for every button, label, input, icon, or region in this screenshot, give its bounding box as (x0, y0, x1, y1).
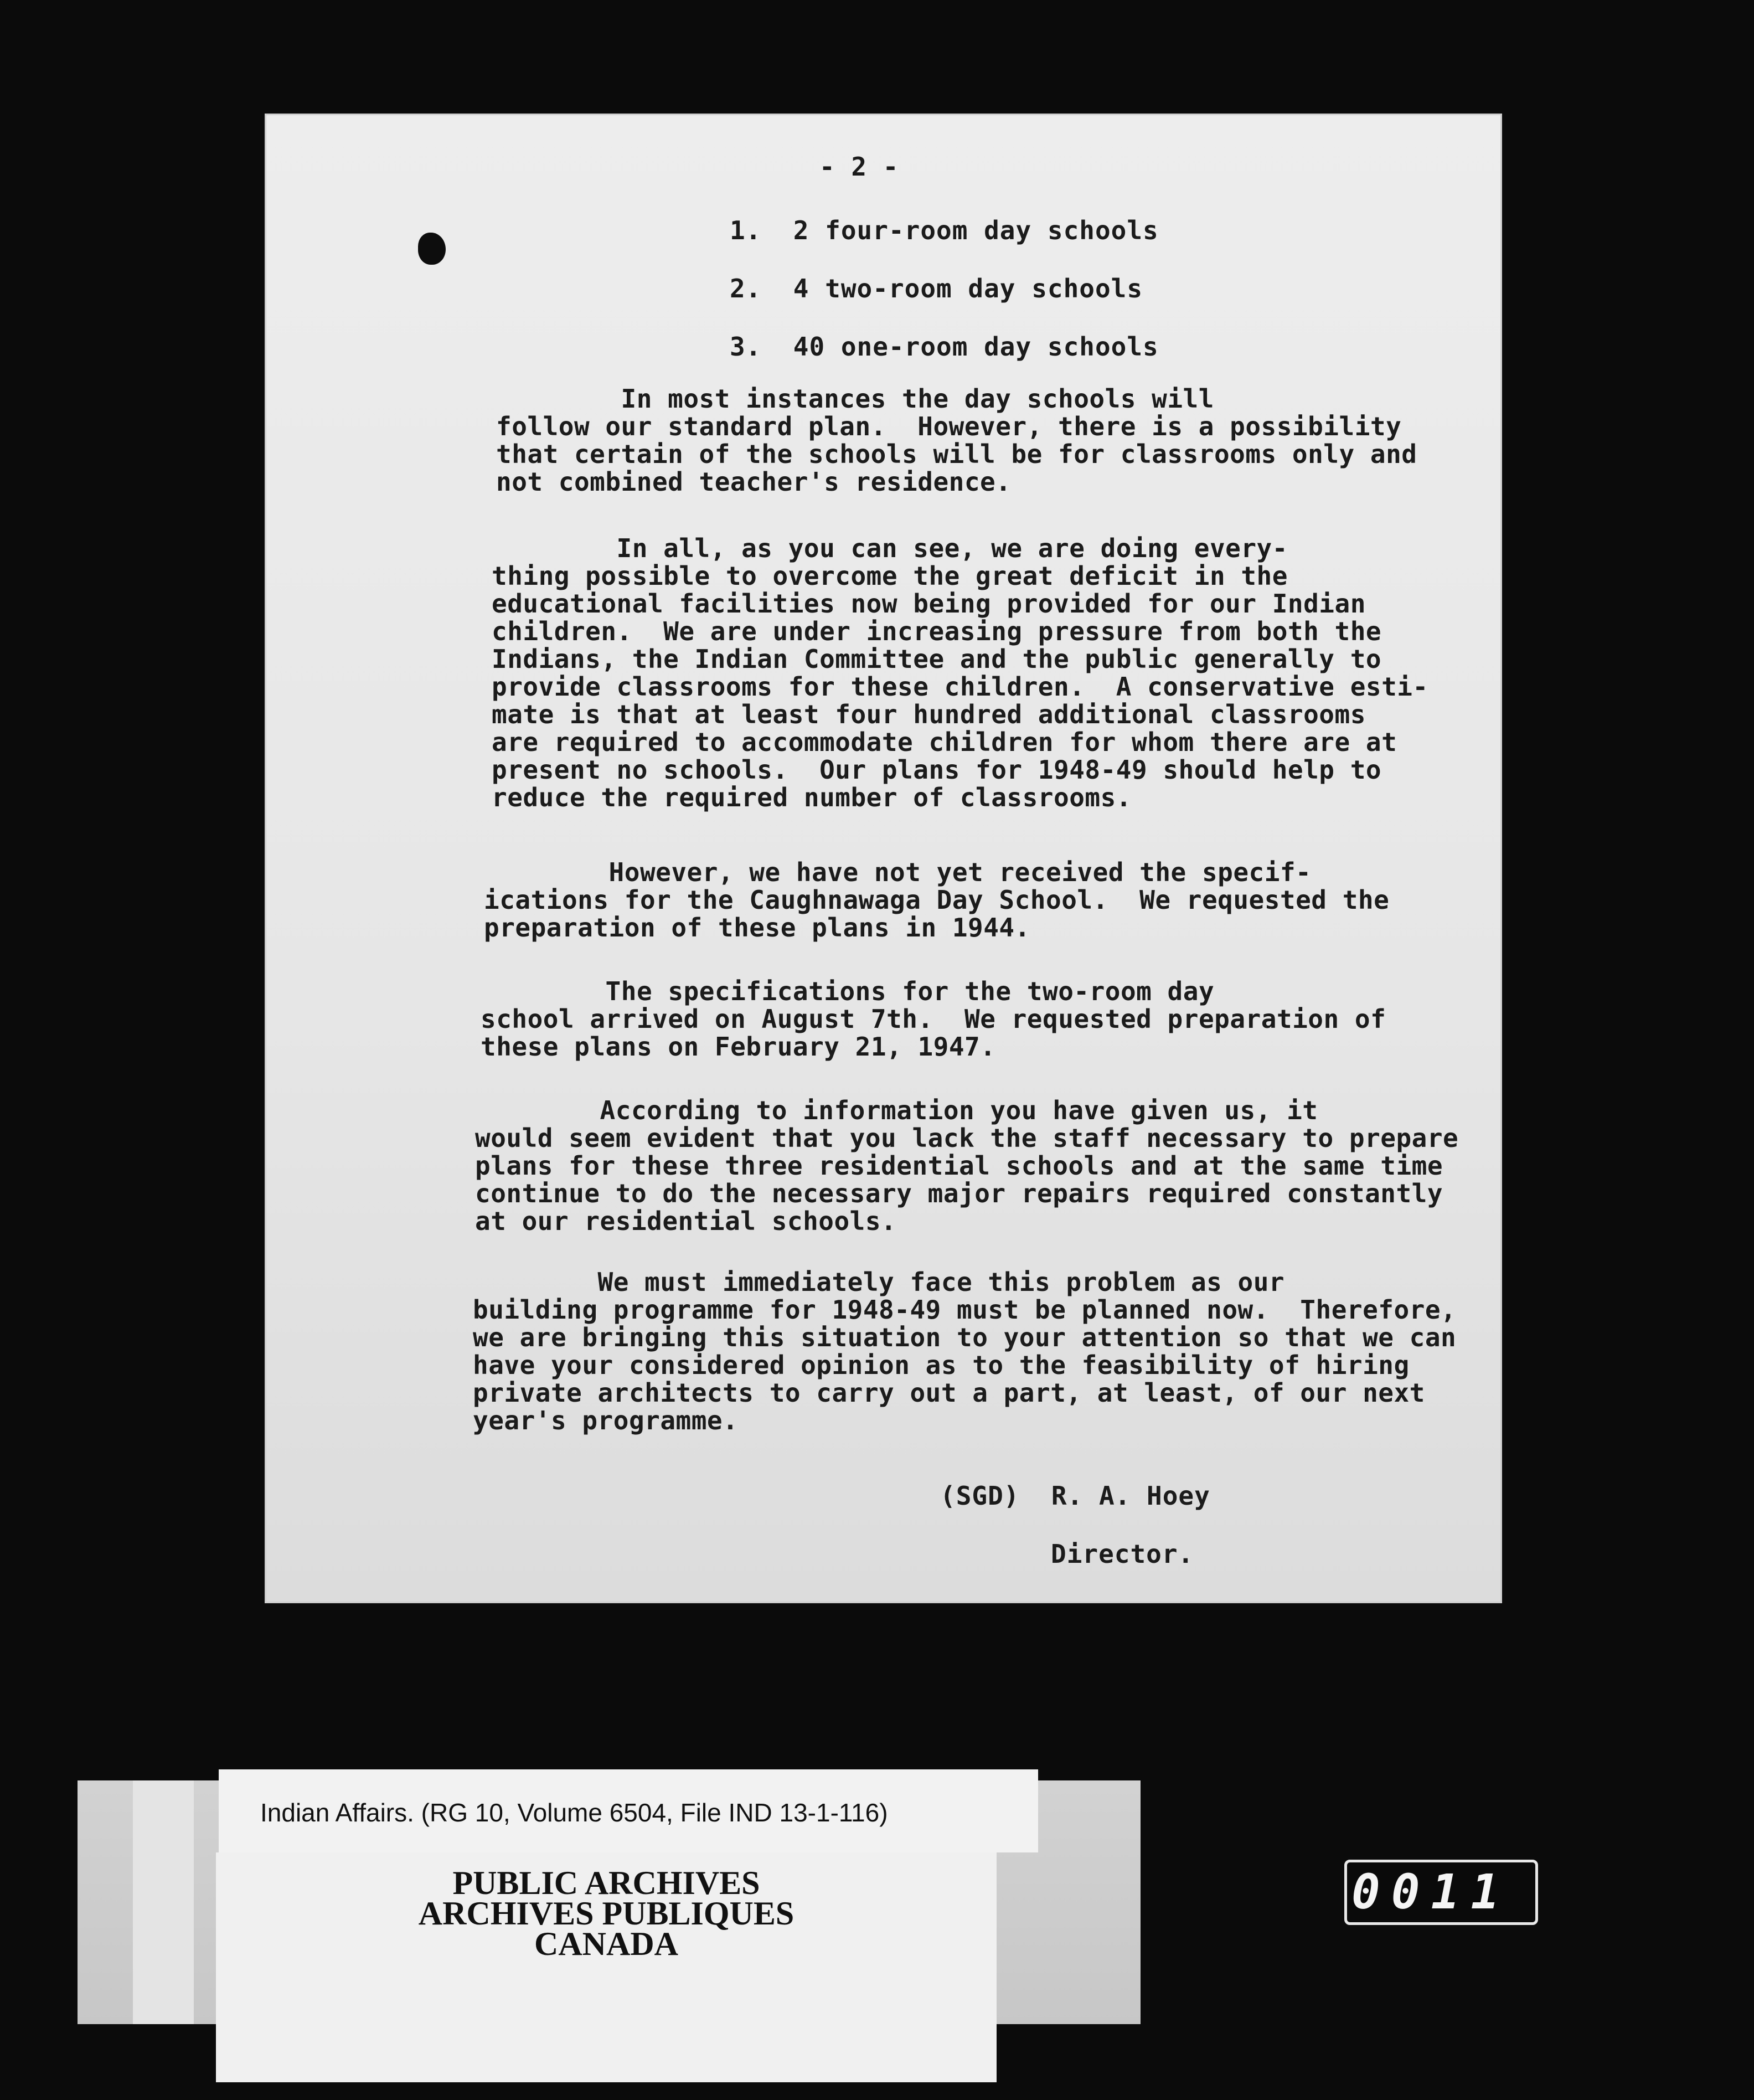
paragraph-line: provide classrooms for these children. A conservative esti- (492, 672, 1428, 702)
frame-counter (1344, 1860, 1538, 1925)
paragraph-line: that certain of the schools will be for classrooms only and (496, 439, 1417, 469)
paragraph-line: these plans on February 21, 1947. (481, 1032, 996, 1062)
paragraph-two-room (481, 977, 1455, 1061)
paragraph-line: would seem evident that you lack the staff necessary to prepare (475, 1123, 1459, 1153)
paragraph-deficit (492, 534, 1466, 811)
paragraph-line: not combined teacher's residence. (496, 467, 1012, 497)
paragraph-line: building programme for 1948-49 must be planned now. Therefore, (473, 1295, 1457, 1325)
paragraph-line: educational facilities now being provided for our Indian (492, 589, 1366, 619)
paragraph-line: According to information you have given us, it (475, 1095, 1318, 1125)
paragraph-line: thing possible to overcome the great deficit in the (492, 561, 1288, 591)
paragraph-caughnawaga (484, 858, 1458, 941)
paragraph-standard-plan (496, 385, 1471, 496)
paragraph-line: private architects to carry out a part, at least, of our next (473, 1378, 1425, 1408)
paragraph-line: We must immediately face this problem as our (473, 1267, 1285, 1297)
archive-stamp-line: PUBLIC ARCHIVES (452, 1865, 760, 1901)
paragraph-line: school arrived on August 7th. We requested preparation of (481, 1004, 1386, 1034)
paragraph-line: follow our standard plan. However, there is a possibility (496, 411, 1402, 441)
list-item: 1. 2 four-room day schools (730, 215, 1159, 245)
paragraph-line: plans for these three residential schools and at the same time (475, 1151, 1443, 1181)
paragraph-line: present no schools. Our plans for 1948-49 should help to (492, 755, 1382, 785)
paragraph-line: preparation of these plans in 1944. (484, 913, 1030, 943)
paragraph-line: However, we have not yet received the specif- (484, 857, 1312, 887)
punch-hole (418, 233, 446, 265)
paragraph-line: mate is that at least four hundred additional classrooms (492, 699, 1366, 729)
paragraph-line: reduce the required number of classrooms. (492, 783, 1132, 812)
signature-line: (SGD) R. A. Hoey (940, 1481, 1210, 1511)
archive-stamp-line: CANADA (534, 1926, 678, 1962)
paragraph-line: In most instances the day schools will (496, 384, 1214, 414)
paragraph-line: Indians, the Indian Committee and the public generally to (492, 644, 1382, 674)
paragraph-line: year's programme. (473, 1406, 739, 1435)
archive-stamp-line: ARCHIVES PUBLIQUES (418, 1895, 795, 1932)
paragraph-line: children. We are under increasing pressure from both the (492, 616, 1382, 646)
paragraph-line: at our residential schools. (475, 1206, 897, 1236)
paragraph-architects (473, 1267, 1457, 1435)
paragraph-line: are required to accommodate children for whom there are at (492, 727, 1397, 757)
paragraph-line: we are bringing this situation to your attention so that we can (473, 1322, 1457, 1352)
signatory-title: Director. (1051, 1539, 1194, 1569)
paragraph-staff (475, 1095, 1459, 1236)
list-item: 2. 4 two-room day schools (730, 274, 1143, 303)
letter-page (265, 114, 1502, 1603)
archive-card-edge (133, 1780, 194, 2024)
page-number: - 2 - (819, 152, 899, 182)
paragraph-line: In all, as you can see, we are doing every- (492, 533, 1288, 563)
archive-reference: Indian Affairs. (RG 10, Volume 6504, File IND 13-1-116) (260, 1798, 888, 1827)
paragraph-line: have your considered opinion as to the feasibility of hiring (473, 1350, 1410, 1380)
list-item: 3. 40 one-room day schools (730, 332, 1159, 362)
paragraph-line: continue to do the necessary major repairs required constantly (475, 1178, 1443, 1208)
paragraph-line: ications for the Caughnawaga Day School. We requested the (484, 885, 1390, 915)
frame-counter-digits: 0011 (1351, 1865, 1511, 1920)
paragraph-line: The specifications for the two-room day (481, 976, 1215, 1006)
